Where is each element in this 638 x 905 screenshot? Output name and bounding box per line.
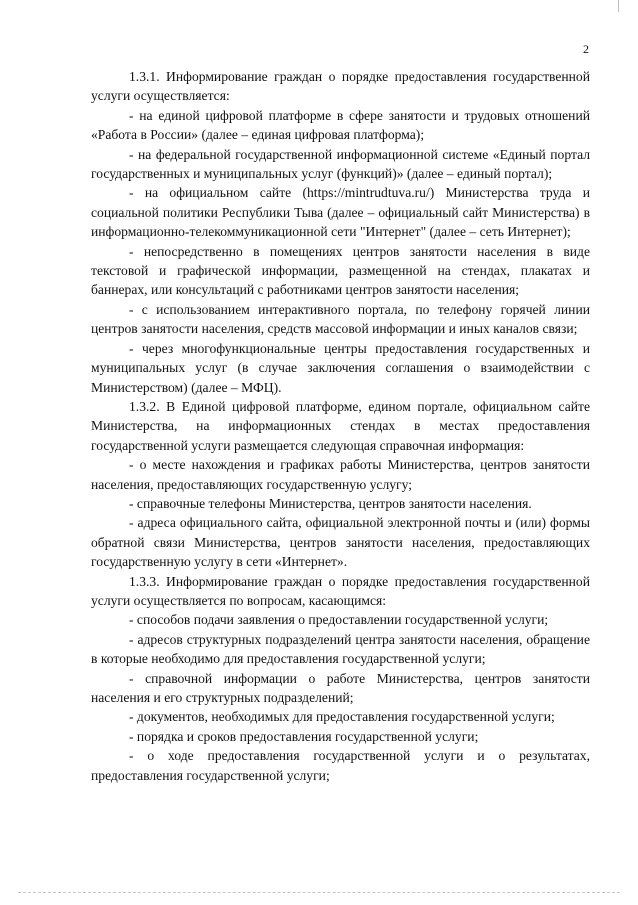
paragraph-1-3-2: 1.3.2. В Единой цифровой платформе, едином портале, официальном сайте Министерства, на информационных стендах в местах предоставления государственной услуги размещается следующая справочная информация:: [91, 398, 590, 453]
list-item-digital-platform: - на единой цифровой платформе в сфере занятости и трудовых отношений «Работа в России» (далее – единая цифровая платформа);: [91, 107, 590, 143]
list-item-phones: - справочные телефоны Министерства, центров занятости населения.: [129, 495, 532, 511]
list-item-procedure-terms: - порядка и сроков предоставления государственной услуги;: [129, 728, 479, 744]
page-number: 2: [583, 42, 589, 56]
list-item-interactive-portal: - с использованием интерактивного портала, по телефону горячей линии центров занятости населения, средств массовой информации и иных каналов связи;: [91, 301, 590, 337]
list-item-unified-portal: - на федеральной государственной информационной системе «Единый портал государственных и муниципальных услуг (функций)» (далее – единый портал);: [91, 146, 590, 182]
scan-bottom-edge: [18, 892, 620, 893]
list-item-employment-centers: - непосредственно в помещениях центров занятости населения в виде текстовой и графической информации, размещенной на стендах, плакатах и баннерах, или консультаций с работниками центров занятости населения;: [91, 243, 590, 298]
list-item-application-methods: - способов подачи заявления о предоставлении государственной услуги;: [129, 612, 549, 628]
list-item-progress-results: - о ходе предоставления государственной услуги и о результатах, предоставления государственной услуги;: [91, 748, 590, 783]
document-body: [91, 67, 590, 785]
list-item-mfc: - через многофункциональные центры предоставления государственных и муниципальных услуг (в случае заключения соглашения о взаимодействии с Министерством) (далее – МФЦ).: [91, 340, 590, 395]
list-item-official-site: - на официальном сайте (https://mintrudtuva.ru/) Министерства труда и социальной политики Республики Тыва (далее – официальный сайт Министерства) в информационно-телекоммуникационной сети "Интернет" (далее – сеть Интернет);: [91, 185, 590, 240]
scan-corner-mark: [618, 0, 619, 12]
paragraph-1-3-3: 1.3.3. Информирование граждан о порядке предоставления государственной услуги осуществляется по вопросам, касающимся:: [91, 573, 590, 608]
list-item-department-addresses: - адресов структурных подразделений центра занятости населения, обращение в которые необходимо для предоставления государственной услуги;: [91, 631, 590, 667]
list-item-documents: - документов, необходимых для предоставления государственной услуги;: [129, 709, 555, 725]
list-item-reference-info: - справочной информации о работе Министерства, центров занятости населения и его структурных подразделений;: [91, 670, 590, 705]
list-item-addresses: - адреса официального сайта, официальной электронной почты и (или) формы обратной связи Министерства, центров занятости населения, предоставляющих государственную услугу в сети «Интернет».: [91, 515, 590, 570]
list-item-location-schedule: - о месте нахождения и графиках работы Министерства, центров занятости населения, предоставляющих государственную услугу;: [91, 457, 590, 492]
paragraph-1-3-1: 1.3.1. Информирование граждан о порядке предоставления государственной услуги осуществляется:: [91, 69, 590, 104]
